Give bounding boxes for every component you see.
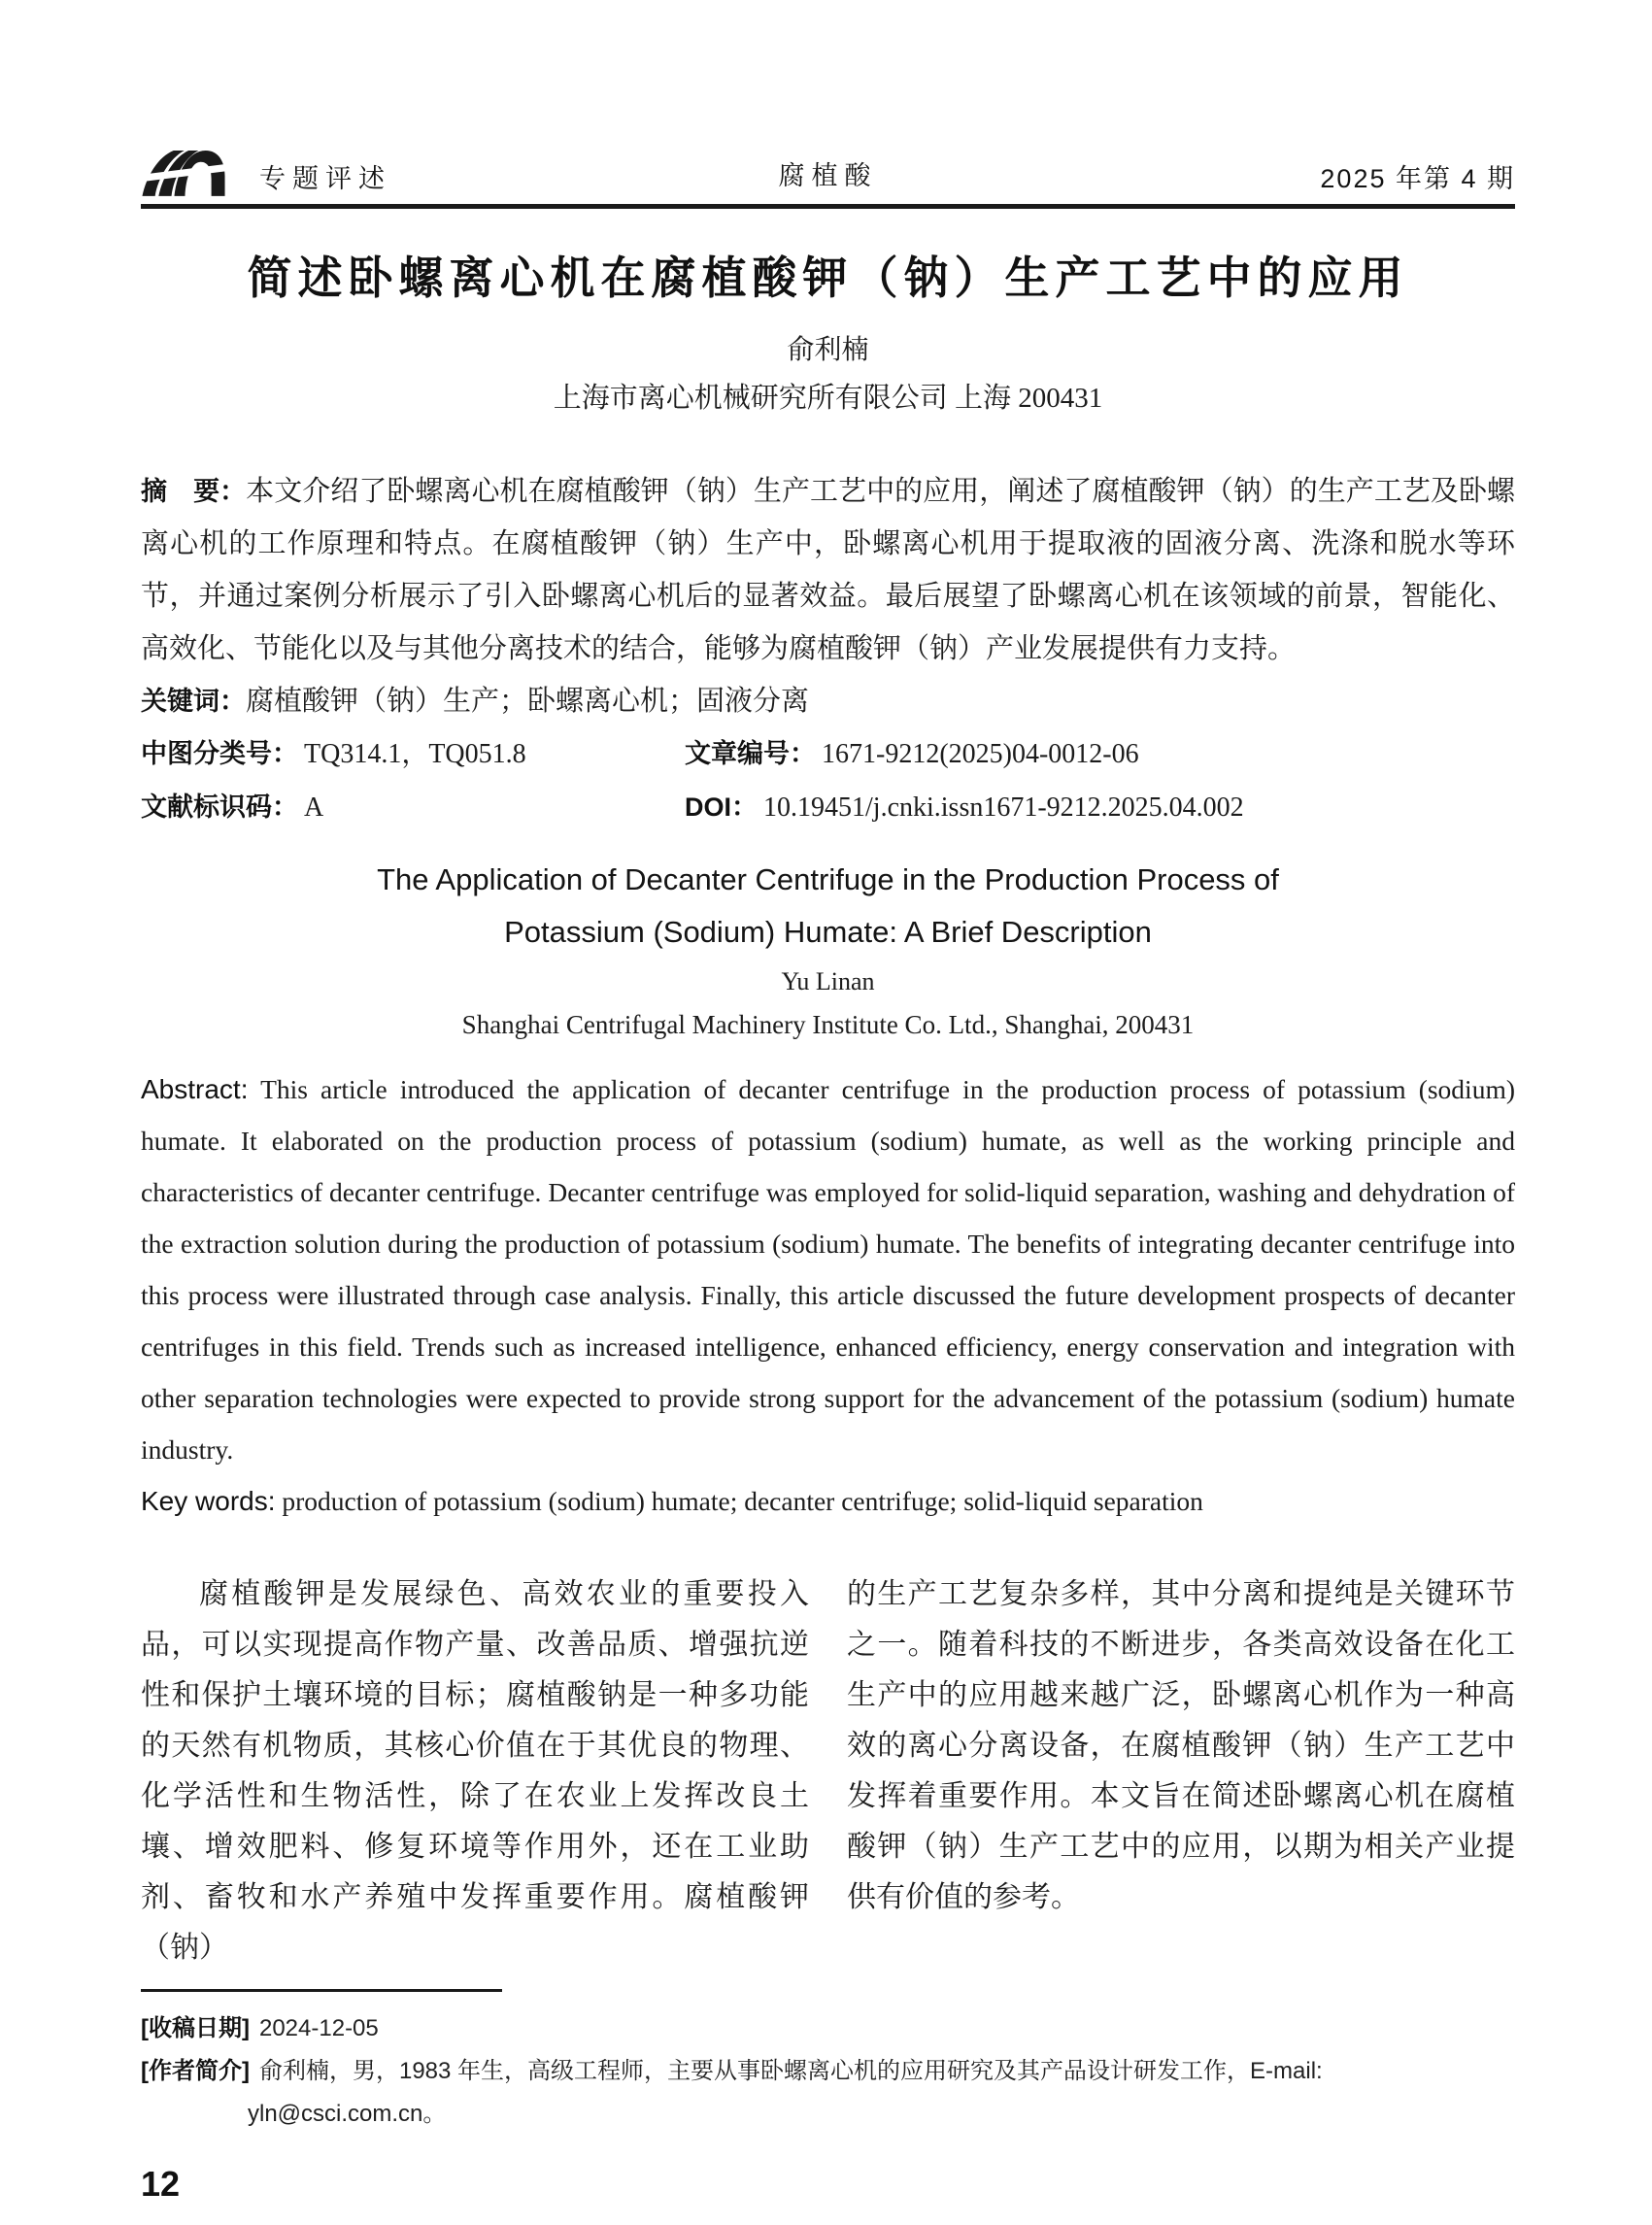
clc-number (141, 727, 685, 781)
meta-row-1 (141, 727, 1515, 781)
abstract-zh-label: 摘 要： (141, 477, 247, 506)
article-affiliation-en: Shanghai Centrifugal Machinery Institute Co. Ltd., Shanghai, 200431 (461, 1010, 1195, 1039)
header-left-group (141, 146, 391, 198)
article-title-en (141, 854, 1515, 959)
abstract-zh (141, 465, 1515, 675)
received-date-value: 2024-12-05 (258, 2015, 379, 2041)
keywords-en-text: production of potassium (sodium) humate; decanter centrifuge; solid-liquid separation (282, 1486, 1203, 1516)
received-date-label: [收稿日期] (141, 2015, 250, 2041)
document-code (141, 781, 685, 834)
article-number (685, 727, 1139, 781)
meta-row-2 (141, 781, 1515, 834)
abstract-en-label: Abstract: (141, 1074, 249, 1104)
document-code-label: 文献标识码： (141, 792, 298, 822)
author-email: yln@csci.com.cn。 (248, 2101, 447, 2127)
footnote-divider (141, 1989, 502, 1992)
clc-value: TQ314.1，TQ051.8 (304, 739, 526, 769)
abstract-zh-text: 本文介绍了卧螺离心机在腐植酸钾（钠）生产工艺中的应用，阐述了腐植酸钾（钠）的生产工艺及卧螺离心机的工作原理和特点。在腐植酸钾（钠）生产中，卧螺离心机用于提取液的固液分离、洗涤和脱水等环节，并通过案例分析展示了引入卧螺离心机后的显著效益。最后展望了卧螺离心机在该领域的前景，智能化、高效化、节能化以及与其他分离技术的结合，能够为腐植酸钾（钠）产业发展提供有力支持。 (141, 476, 1515, 664)
article-affiliation-zh: 上海市离心机械研究所有限公司 上海 200431 (553, 383, 1103, 414)
author-bio-line (141, 2050, 1515, 2093)
keywords-en-label: Key words: (141, 1486, 276, 1516)
article-author-en: Yu Linan (781, 967, 875, 995)
body-left-paragraph: 腐植酸钾是发展绿色、高效农业的重要投入品，可以实现提高作物产量、改善品质、增强抗逆性和保护土壤环境的目标；腐植酸钠是一种多功能的天然有机物质，其核心价值在于其优良的物理、化学活性和生物活性，除了在农业上发挥改良土壤、增效肥料、修复环境等作用外，还在工业助剂、畜牧和水产养殖中发挥重要作用。腐植酸钾（钠） (141, 1578, 809, 1964)
received-date-line (141, 2007, 1515, 2050)
body-right-column (847, 1569, 1515, 1973)
article-title-en-line1: The Application of Decanter Centrifuge in the Production Process of (377, 862, 1279, 896)
header-issue-label: 2025 年第 4 期 (1320, 164, 1515, 193)
author-bio-email-line (141, 2093, 1515, 2135)
author-bio-label: [作者简介] (141, 2058, 250, 2084)
article-author-zh: 俞利楠 (787, 335, 869, 365)
document-code-value: A (304, 792, 324, 823)
doi-label: DOI： (685, 792, 759, 822)
article-title-zh: 简述卧螺离心机在腐植酸钾（钠）生产工艺中的应用 (247, 253, 1409, 303)
abstract-en-text: This article introduced the application of decanter centrifuge in the production process of potassium (sodium) humate. It elaborated on the production process of potassium (sodium) humate, as well as the working principle and characteristics of decanter centrifuge. Decanter centrifuge was employed for solid-liquid separation, washing and dehydration of the extraction solution during the production of potassium (sodium) humate. The benefits of integrating decanter centrifuge into this process were illustrated through case analysis. Finally, this article discussed the future development prospects of decanter centrifuges in this field. Trends such as increased intelligence, enhanced efficiency, energy conservation and integration with other separation technologies were expected to provide strong support for the advancement of the potassium (sodium) humate industry. (141, 1074, 1515, 1465)
doi-value: 10.19451/j.cnki.issn1671-9212.2025.04.002 (763, 792, 1244, 823)
doi (685, 781, 1244, 834)
header-section-label: 专题评述 (259, 164, 391, 193)
header-journal-name: 腐植酸 (778, 161, 878, 190)
article-number-value: 1671-9212(2025)04-0012-06 (822, 739, 1139, 769)
page-header (141, 146, 1515, 209)
keywords-zh (141, 675, 1515, 727)
body-columns (141, 1569, 1515, 1973)
abstract-en (141, 1063, 1515, 1475)
keywords-zh-label: 关键词： (141, 687, 246, 716)
footnote-block (141, 1989, 1515, 2135)
journal-logo-icon (141, 146, 226, 198)
author-bio-text: 俞利楠，男，1983 年生，高级工程师，主要从事卧螺离心机的应用研究及其产品设计研发工作，E-mail: (258, 2058, 1323, 2084)
body-right-paragraph: 的生产工艺复杂多样，其中分离和提纯是关键环节之一。随着科技的不断进步，各类高效设备在化工生产中的应用越来越广泛，卧螺离心机作为一种高效的离心分离设备，在腐植酸钾（钠）生产工艺中发挥着重要作用。本文旨在简述卧螺离心机在腐植酸钾（钠）生产工艺中的应用，以期为相关产业提供有价值的参考。 (847, 1578, 1515, 1913)
article-number-label: 文章编号： (685, 739, 816, 768)
body-left-column (141, 1569, 809, 1973)
keywords-zh-text: 腐植酸钾（钠）生产；卧螺离心机；固液分离 (246, 686, 810, 717)
keywords-en (141, 1475, 1515, 1527)
clc-label: 中图分类号： (141, 739, 298, 768)
page-number: 12 (141, 2164, 181, 2204)
article-title-en-line2: Potassium (Sodium) Humate: A Brief Description (504, 915, 1152, 949)
